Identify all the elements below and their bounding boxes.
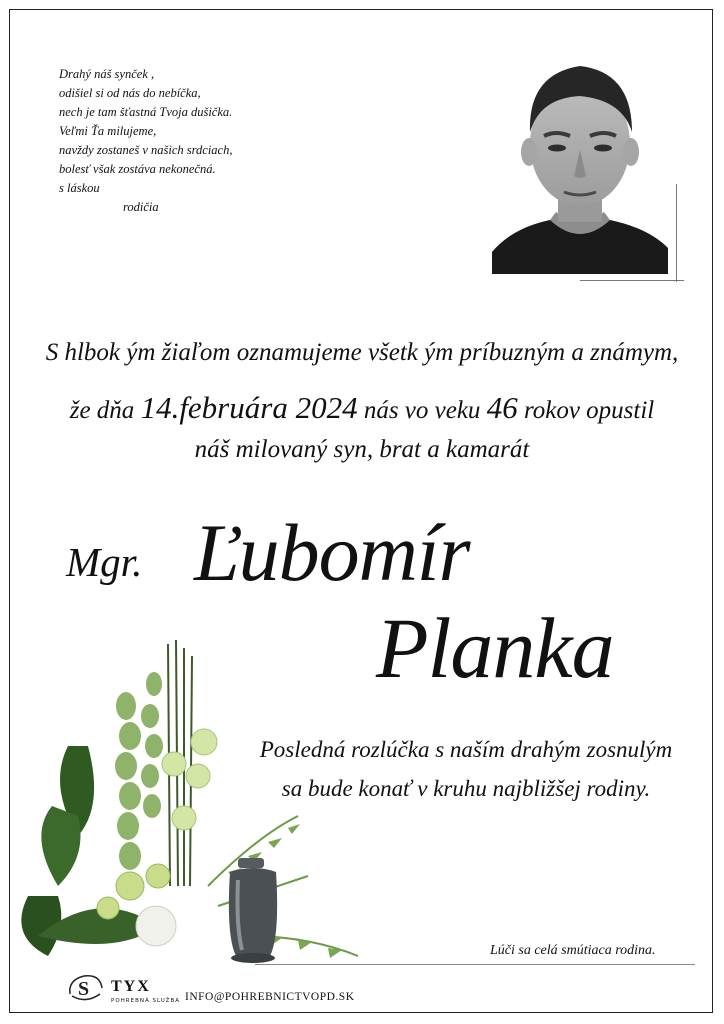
poem-line: navždy zostaneš v našich srdciach, (59, 143, 233, 157)
death-date: 14.februára 2024 (140, 390, 358, 425)
portrait-photo (492, 52, 668, 274)
poem-line: s láskou (59, 181, 100, 195)
flowers-and-urn-image (8, 636, 368, 974)
svg-text:S: S (78, 978, 90, 1000)
styx-logo-icon (66, 972, 106, 1006)
poem-line: Drahý náš synček , (59, 67, 155, 81)
poem-line: bolesť však zostáva nekonečná. (59, 162, 216, 176)
divider (255, 964, 695, 965)
announcement-line-2 (0, 390, 724, 426)
poem (59, 65, 232, 217)
poem-line: odišiel si od nás do nebíčka, (59, 86, 201, 100)
poem-line: nech je tam šťastná Tvoja dušička. (59, 105, 233, 119)
last-name: Planka (376, 600, 614, 696)
brand-subtitle: POHREBNÁ SLUŽBA (111, 998, 180, 1004)
mourners-note: Lúči sa celá smútiaca rodina. (490, 943, 656, 958)
announcement-text: že dňa (69, 397, 141, 424)
age: 46 (486, 390, 518, 425)
announcement-line-3: náš milovaný syn, brat a kamarát (194, 436, 530, 463)
brand-name: TYX (111, 978, 151, 995)
photo-corner-line (676, 184, 677, 282)
announcement-text: nás vo veku (357, 397, 487, 424)
announcement-line-1: S hlbok ým žiaľom oznamujeme všetk ým príbuzným a známym, (45, 339, 679, 366)
academic-title: Mgr. (66, 539, 143, 585)
farewell-line-1: Posledná rozlúčka s naším drahým zosnulým (259, 737, 673, 762)
photo-corner-line (580, 280, 684, 281)
announcement-text: rokov opustil (517, 397, 655, 424)
contact-email[interactable]: INFO@POHREBNICTVOPD.SK (185, 991, 355, 1003)
poem-signature: rodičia (123, 200, 159, 214)
farewell-line-2: sa bude konať v kruhu najbližšej rodiny. (281, 776, 651, 801)
first-name: Ľubomír (194, 507, 470, 598)
poem-line: Veľmi Ťa milujeme, (59, 124, 157, 138)
